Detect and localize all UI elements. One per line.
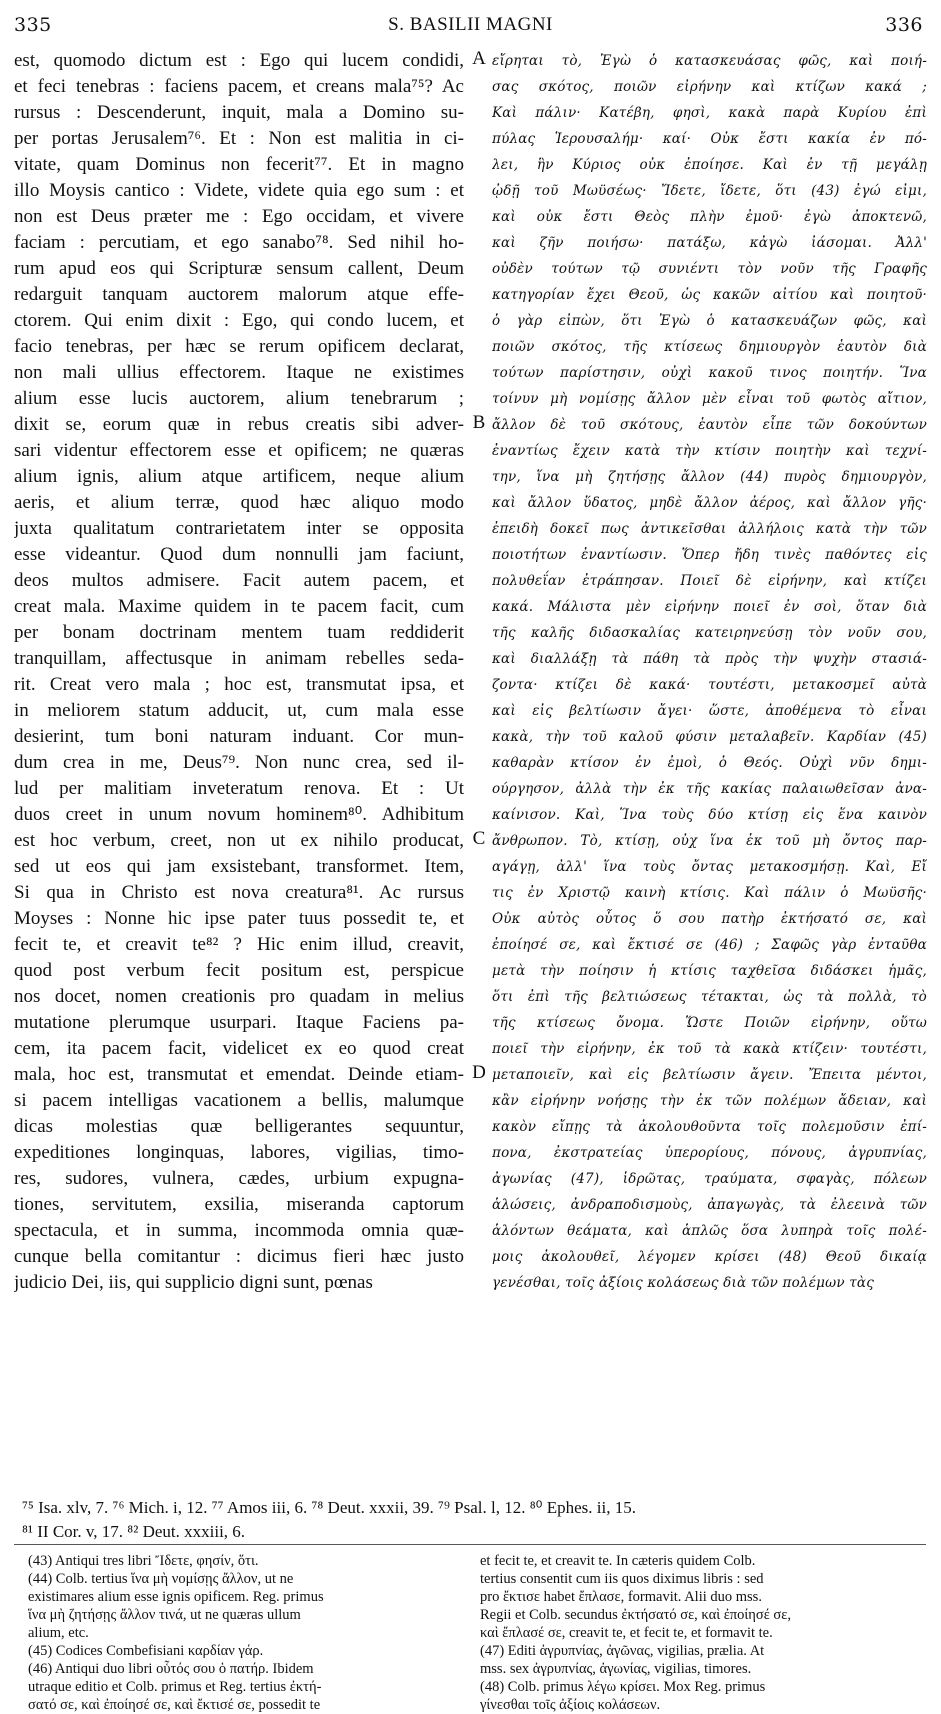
latin-text-line: judicio Dei, iis, qui supplicio digni sunt, pœnas [14, 1272, 373, 1293]
latin-text-line: duos creet in unum novum hominem⁸⁰. Adhibitum [14, 804, 464, 825]
page-number-left: 335 [14, 14, 52, 36]
latin-text-line: res, sudores, vulnera, cædes, urbium expugna- [14, 1168, 464, 1189]
latin-text-line: si pacem intelligas vacationem a bellis, malumque [14, 1090, 464, 1111]
latin-text-line: mala, hoc est, transmutat et emendat. Deinde etiam- [14, 1064, 464, 1085]
latin-text-line: creat mala. Maxime quidem in te pacem facit, cum [14, 596, 464, 617]
running-title: S. BASILII MAGNI [388, 14, 553, 35]
greek-text-line: κατηγορίαν ἔχει Θεοῦ, ὡς κακῶν αἰτίου καὶ ποιητοῦ· [492, 287, 927, 303]
latin-text-line: spectacula, et in summa, incommoda omnia quæ- [14, 1220, 464, 1241]
latin-text-line: aeris, et alium terræ, quod hæc aliquo modo [14, 492, 464, 513]
latin-text-line: et feci tenebras : faciens pacem, et creans mala⁷⁵? Ac [14, 76, 464, 97]
latin-text-line: dicas molestias quæ belligerantes sequuntur, [14, 1116, 464, 1137]
latin-text-line: nos docet, nomen creationis pro quadam in melius [14, 986, 464, 1007]
latin-text-line: cunque bella comitantur : dicimus fieri hæc justo [14, 1246, 464, 1267]
footnote-line: (44) Colb. tertius ἵνα μὴ νομίσῃς ἄλλον, ut ne [28, 1571, 294, 1587]
scripture-reference-line: ⁸¹ II Cor. v, 17. ⁸² Deut. xxxiii, 6. [22, 1522, 246, 1541]
greek-text-line: κακά. Μάλιστα μὲν εἰρήνην ποιεῖ ἐν σοὶ, ὅταν διὰ [492, 599, 927, 615]
greek-text-line: τῆς κτίσεως ὄνομα. Ὥστε Ποιῶν εἰρήνην, οὕτω [492, 1015, 927, 1031]
latin-text-line: deos multos admisere. Facit autem pacem, et [14, 570, 464, 591]
greek-text-line: την, ἵνα μὴ ζητήσῃς ἄλλον (44) πυρὸς δημιουργὸν, [492, 469, 927, 485]
footnote-line: et fecit te, et creavit te. In cæteris quidem Colb. [480, 1553, 756, 1569]
greek-text-line: οὐδὲν τούτων τῷ συνιέντι τὸν νοῦν τῆς Γραφῆς [492, 261, 927, 277]
footnote-line: (45) Codices Combefisiani καρδίαν γάρ. [28, 1643, 264, 1659]
greek-text-line: ζοντα· κτίζει δὲ κακά· τουτέστι, μετακοσμεῖ αὐτὰ [492, 677, 927, 693]
greek-text-line: πύλας Ἱερουσαλήμ· καί· Οὐκ ἔστι κακία ἐν πό- [492, 131, 927, 147]
section-marker-c: C [472, 828, 486, 849]
greek-text-line: ἄνθρωπον. Τὸ, κτίσῃ, οὐχ ἵνα ἐκ τοῦ μὴ ὄντος παρ- [492, 833, 927, 849]
latin-text-line: rum apud eos qui Scripturæ sensum callent, Deum [14, 258, 464, 279]
greek-text-line: πονα, ἐκστρατείας ὑπερορίους, πόνους, ἀγρυπνίας, [492, 1145, 927, 1161]
greek-text-line: ἀγωνίας (47), ἱδρῶτας, τραύματα, σφαγὰς, πόλεων [492, 1171, 927, 1187]
latin-text-line: non mali ullius effectorem. Itaque ne existimes [14, 362, 464, 383]
latin-text-line: sari videntur effectorem esse et opificem; ne quæras [14, 440, 464, 461]
latin-text-line: rit. Creat vero mala ; hoc est, transmutat ipsa, et [14, 674, 464, 695]
greek-text-line: κακὸν εἴπῃς τὰ ἀκολουθοῦντα τοῖς πολεμοῦσιν ἐπί- [492, 1119, 927, 1135]
footnote-line: (47) Editi ἀγρυπνίας, ἀγῶνας, vigilias, prælia. At [480, 1643, 765, 1659]
footnote-line: ἵνα μὴ ζητήσῃς ἄλλον τινά, ut ne quæras ullum [28, 1607, 301, 1623]
section-marker-d: D [472, 1062, 486, 1083]
greek-text-line: μετὰ τὴν ποίησιν ἡ κτίσις ταχθεῖσα διδάσκει ἡμᾶς, [492, 963, 927, 979]
footnote-line: pro ἔκτισε habet ἔπλασε, formavit. Alii duo mss. [480, 1589, 762, 1605]
greek-text-line: καὶ ζῆν ποιήσω· πατάξω, κἀγὼ ἰάσομαι. Ἀλλ' [492, 235, 927, 251]
greek-text-line: τοίνυν μὴ νομίσῃς ἄλλον μὲν εἶναι τοῦ φωτὸς αἴτιον, [492, 391, 927, 407]
greek-text-line: καὶ οὐκ ἔστι Θεὸς πλὴν ἐμοῦ· ἐγὼ ἀποκτενῶ, [492, 209, 927, 225]
latin-text-line: redarguit tanquam auctorem malorum atque effe- [14, 284, 464, 305]
greek-text-line: ὅτι ἐπὶ τῆς βελτιώσεως τέτακται, ὡς τὰ πολλὰ, τὸ [492, 989, 927, 1005]
greek-text-line: μεταποιεῖν, καὶ εἰς βελτίωσιν ἄγειν. Ἔπειτα μέντοι, [492, 1067, 927, 1083]
greek-text-line: εἴρηται τὸ, Ἐγὼ ὁ κατασκευάσας φῶς, καὶ ποιή- [492, 53, 927, 69]
latin-text-line: rursus : Descenderunt, inquit, mala a Domino su- [14, 102, 464, 123]
greek-text-line: καὶ ἄλλον ὕδατος, μηδὲ ἄλλον ἀέρος, καὶ ἄλλον γῆς· [492, 495, 927, 511]
latin-text-line: in meliorem statum adducit, ut, cum mala esse [14, 700, 464, 721]
latin-text-line: facio tenebras, per hæc se rerum opificem declarat, [14, 336, 464, 357]
greek-text-line: τις ἐν Χριστῷ καινὴ κτίσις. Καὶ πάλιν ὁ Μωϋσῆς· [492, 885, 927, 901]
greek-text-line: ἐναντίως ἔχειν κατὰ τὴν κτίσιν ποιητὴν καὶ τεχνί- [492, 443, 927, 459]
greek-text-line: Οὐκ αὐτὸς οὗτος ὅ σου πατὴρ ἐκτήσατό σε, καὶ [492, 911, 927, 927]
latin-text-line: per portas Jerusalem⁷⁶. Et : Non est malitia in ci- [14, 128, 464, 149]
footnote-divider [14, 1544, 926, 1545]
scripture-reference-line: ⁷⁵ Isa. xlv, 7. ⁷⁶ Mich. i, 12. ⁷⁷ Amos iii, 6. ⁷⁸ Deut. xxxii, 39. ⁷⁹ Psal. l, 12. ⁸⁰ Ephes. ii, 15. [22, 1498, 636, 1517]
latin-text-line: tranquillam, affectusque in animam rebelles seda- [14, 648, 464, 669]
greek-text-line: ἁλώσεις, ἀνδραποδισμοὺς, ἀπαγωγὰς, τὰ ἐλεεινὰ τῶν [492, 1197, 927, 1213]
greek-text-line: αγάγῃ, ἀλλ' ἵνα τοὺς ὄντας μετακοσμήσῃ. Καὶ, Εἴ [492, 859, 927, 875]
footnote-line: tertius consentit cum iis quos diximus libris : sed [480, 1571, 764, 1587]
greek-text-line: πολυθεΐαν ἐτράπησαν. Ποιεῖ δὲ εἰρήνην, καὶ κτίζει [492, 573, 927, 589]
footnote-line: alium, etc. [28, 1625, 89, 1641]
greek-text-line: ᾠδῇ τοῦ Μωϋσέως· Ἴδετε, ἴδετε, ὅτι (43) ἐγώ εἰμι, [492, 183, 927, 199]
greek-text-line: σας σκότος, ποιῶν εἰρήνην καὶ κτίζων κακά ; [492, 79, 927, 95]
latin-text-line: dixit se, eorum quæ in rebus creatis sibi adver- [14, 414, 464, 435]
greek-column [492, 48, 927, 1296]
latin-text-line: Moyses : Nonne hic ipse pater tuus possedit te, et [14, 908, 464, 929]
greek-text-line: ποιῶν σκότος, τῆς κτίσεως δημιουργὸν ἑαυτὸν διὰ [492, 339, 927, 355]
latin-text-line: Si qua in Christo est nova creatura⁸¹. Ac rursus [14, 882, 464, 903]
latin-text-line: faciam : percutiam, et ego sanabo⁷⁸. Sed nihil ho- [14, 232, 464, 253]
greek-text-line: καὶ εἰς βελτίωσιν ἄγει· ὥστε, ἀποθέμενα τὸ εἶναι [492, 703, 927, 719]
latin-text-line: est hoc verbum, creet, non ut ex nihilo producat, [14, 830, 464, 851]
greek-text-line: τῆς καλῆς διδασκαλίας κατειρηνεύσῃ τὸν νοῦν σου, [492, 625, 927, 641]
latin-text-line: esse videantur. Quod dum nonnulli jam faciunt, [14, 544, 464, 565]
scripture-references [22, 1496, 922, 1544]
latin-text-line: tiones, servitutem, exsilia, miserandа captorum [14, 1194, 464, 1215]
footnotes-right-column [480, 1552, 926, 1714]
greek-text-line: γενέσθαι, τοῖς ἀξίοις κολάσεως διὰ τῶν πολέμων τὰς [492, 1275, 874, 1291]
footnotes-left-column [28, 1552, 468, 1714]
latin-text-line: non est Deus præter me : Ego occidam, et vivere [14, 206, 464, 227]
footnote-line: utraque editio et Colb. primus et Reg. tertius ἐκτή- [28, 1679, 322, 1695]
footnote-line: mss. sex ἀγρυπνίας, ἀγωνίας, vigilias, timores. [480, 1661, 752, 1677]
latin-text-line: per bonam doctrinam mentem tuam reddiderit [14, 622, 464, 643]
latin-text-line: alium ignis, alium atque artificem, neque alium [14, 466, 464, 487]
latin-text-line: fecit te, et creavit te⁸² ? Hic enim illud, creavit, [14, 934, 464, 955]
section-marker-a: A [472, 48, 486, 69]
latin-text-line: est, quomodo dictum est : Ego qui lucem condidi, [14, 50, 464, 71]
greek-text-line: ἁλόντων θεάματα, καὶ ἁπλῶς ὅσα λυπηρὰ τοῖς πολέ- [492, 1223, 927, 1239]
page-header [0, 14, 941, 42]
latin-text-line: quod post verbum fecit positum est, perspicue [14, 960, 464, 981]
greek-text-line: Καὶ πάλιν· Κατέβη, φησὶ, κακὰ παρὰ Κυρίου ἐπὶ [492, 105, 927, 121]
latin-column [14, 48, 464, 1296]
latin-text-line: ctorem. Qui enim dixit : Ego, qui condo lucem, et [14, 310, 464, 331]
footnote-line: (43) Antiqui tres libri Ἴδετε, φησίν, ὅτι. [28, 1553, 259, 1569]
latin-text-line: cem, ita pacem facit, videlicet ex eo quod creat [14, 1038, 464, 1059]
greek-text-line: ποιεῖ τὴν εἰρήνην, ἐκ τοῦ τὰ κακὰ κτίζειν· τουτέστι, [492, 1041, 927, 1057]
greek-text-line: ἐποίησέ σε, καὶ ἔκτισέ σε (46) ; Σαφῶς γὰρ ἐνταῦθα [492, 937, 927, 953]
latin-text-line: alium esse lucis auctorem, alium tenebrarum ; [14, 388, 464, 409]
greek-text-line: καὶ διαλλάξῃ τὰ πάθη τὰ πρὸς τὴν ψυχὴν στασιά- [492, 651, 927, 667]
latin-text-line: lud per malitiam inveteratum renova. Et : Ut [14, 778, 464, 799]
greek-text-line: ποιοτήτων ἐναντίωσιν. Ὅπερ ἤδη τινὲς παθόντες εἰς [492, 547, 927, 563]
greek-text-line: ὁ γὰρ εἰπὼν, ὅτι Ἐγὼ ὁ κατασκευάζων φῶς, καὶ [492, 313, 927, 329]
footnote-line: (48) Colb. primus λέγω κρίσει. Mox Reg. primus [480, 1679, 766, 1695]
greek-text-line: ούργησον, ἀλλὰ τὴν ἐκ τῆς κακίας παλαιωθεῖσαν ἀνα- [492, 781, 927, 797]
latin-text-line: desierint, tum boni naturam induant. Cor mun- [14, 726, 464, 747]
latin-text-line: illo Moysis cantico : Videte, videte quia ego sum : et [14, 180, 464, 201]
latin-text-line: vitate, quam Dominus non fecerit⁷⁷. Et in magno [14, 154, 464, 175]
footnote-line: σατό σε, καὶ ἐποίησέ σε, καὶ ἔκτισέ σε, possedit te [28, 1697, 321, 1713]
greek-text-line: κἂν εἰρήνην νοήσῃς τὴν ἐκ τῶν πολέμων ἄδειαν, καὶ [492, 1093, 927, 1109]
footnote-line: γίνεσθαι τοῖς ἀξίοις κολάσεων. [480, 1697, 661, 1713]
greek-text-line: λει, ἣν Κύριος οὐκ ἐποίησε. Καὶ ἐν τῇ μεγάλῃ [492, 157, 927, 173]
footnote-line: καὶ ἔπλασέ σε, creavit te, et fecit te, et formavit te. [480, 1625, 773, 1641]
greek-text-line: ἄλλον δὲ τοῦ σκότους, ἑαυτὸν εἶπε τῶν δοκούντων [492, 417, 927, 433]
greek-text-line: μοις ἀκολουθεῖ, λέγομεν κρίσει (48) Θεοῦ δικαίᾳ [492, 1249, 927, 1265]
page-number-right: 336 [885, 14, 923, 36]
footnote-line: (46) Antiqui duo libri οὗτός σου ὁ πατήρ. Ibidem [28, 1661, 314, 1677]
greek-text-line: καθαρὰν κτίσον ἐν ἐμοὶ, ὁ Θεός. Οὐχὶ νῦν δημι- [492, 755, 927, 771]
latin-text-line: expeditiones longinquas, labores, vigilias, timo- [14, 1142, 464, 1163]
footnote-line: Regii et Colb. secundus ἐκτήσατό σε, καὶ ἐποίησέ σε, [480, 1607, 791, 1623]
latin-text-line: sed ut eos qui jam exsistebant, transformet. Item, [14, 856, 464, 877]
greek-text-line: καίνισον. Καὶ, Ἵνα τοὺς δύο κτίσῃ εἰς ἕνα καινὸν [492, 807, 927, 823]
latin-text-line: juxta qualitatum contrarietatem inter se opposita [14, 518, 464, 539]
greek-text-line: τούτων παρίστησιν, οὐχὶ κακοῦ τινος ποιητήν. Ἵνα [492, 365, 927, 381]
section-marker-b: B [472, 412, 486, 433]
greek-text-line: κακὰ, τὴν τοῦ καλοῦ φύσιν μεταλαβεῖν. Καρδίαν (45) [492, 729, 927, 745]
latin-text-line: mutatione plerumque usurpari. Itaque Faciens pa- [14, 1012, 464, 1033]
footnote-line: existimares alium esse ignis opificem. Reg. primus [28, 1589, 324, 1605]
greek-text-line: ἐπειδὴ δοκεῖ πως ἀντικεῖσθαι ἀλλήλοις κατὰ τὴν τῶν [492, 521, 927, 537]
latin-text-line: dum crea in me, Deus⁷⁹. Non nunc crea, sed il- [14, 752, 464, 773]
